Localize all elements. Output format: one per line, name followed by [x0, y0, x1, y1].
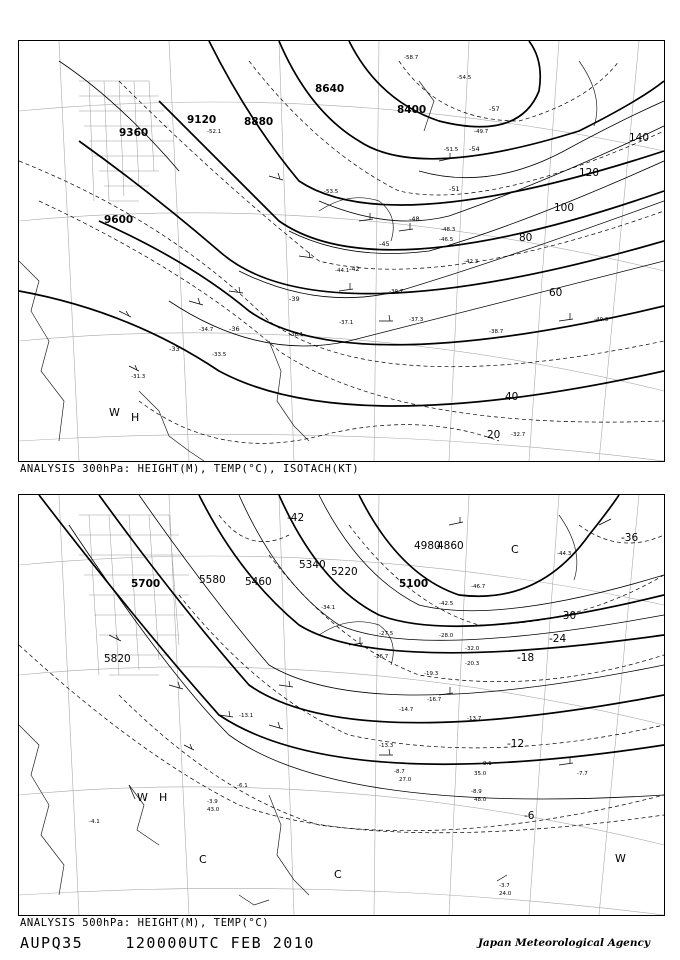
station-value: -14.7 — [399, 707, 414, 713]
hatch-area — [79, 81, 174, 201]
station-value: -13.7 — [467, 716, 482, 722]
station-value: -26.7 — [374, 654, 389, 660]
pressure-center: H — [159, 791, 168, 804]
product-code: AUPQ35 — [20, 934, 84, 952]
station-value: -38.7 — [489, 329, 504, 335]
pressure-center: C — [511, 543, 519, 556]
station-value: -36.1 — [289, 332, 304, 338]
station-value: -13.1 — [239, 713, 254, 719]
station-value: -20.3 — [465, 661, 480, 667]
station-value: -13.3 — [379, 743, 394, 749]
station-value: -51.5 — [444, 147, 459, 153]
station-value: -58.7 — [404, 55, 419, 61]
temp-label: -54 — [469, 145, 480, 153]
height-label: 9120 — [187, 114, 217, 126]
temp-label: -45 — [379, 240, 390, 248]
station-value: 48.0 — [474, 797, 487, 803]
valid-time: 120000UTC FEB 2010 — [125, 934, 315, 952]
product-header — [20, 934, 315, 952]
temp-label: -36 — [621, 532, 639, 544]
isotherms — [19, 61, 664, 443]
agency-name: Japan Meteorological Agency — [477, 937, 650, 949]
station-value: -34.7 — [199, 327, 214, 333]
temp-label: -24 — [549, 633, 567, 645]
station-value: -19.3 — [424, 671, 439, 677]
wind-barbs — [119, 153, 573, 371]
height-label: 5700 — [131, 578, 161, 590]
height-label: 8640 — [315, 83, 345, 95]
height-label: 5580 — [199, 574, 226, 586]
station-value: -34.1 — [321, 605, 336, 611]
station-value: -6.1 — [237, 783, 248, 789]
station-value: -46.7 — [471, 584, 486, 590]
map-panel-500hpa — [18, 494, 665, 916]
isotach-label: 100 — [554, 202, 575, 214]
temp-label: -6 — [524, 810, 535, 822]
isotach-label: 60 — [549, 287, 563, 299]
map-300hpa — [19, 41, 664, 461]
isotach-label: 120 — [579, 167, 600, 179]
station-value: -42.3 — [464, 259, 479, 265]
station-value: -8.7 — [394, 769, 405, 775]
hatch-area — [79, 515, 189, 675]
pressure-center: C — [199, 853, 207, 866]
wind-barbs — [109, 517, 611, 881]
station-value: -39.7 — [389, 289, 404, 295]
pressure-center: W — [137, 791, 148, 804]
station-value: -3.7 — [499, 883, 510, 889]
station-value: -8.9 — [471, 789, 482, 795]
isotach-label: 80 — [519, 232, 533, 244]
station-value: 43.0 — [207, 807, 220, 813]
station-value: -44.3 — [557, 551, 572, 557]
station-value: -48.3 — [441, 227, 456, 233]
height-label: 5340 — [299, 559, 326, 571]
pressure-center: H — [131, 411, 140, 424]
temp-label: -42 — [349, 265, 360, 273]
station-value: 27.0 — [399, 777, 412, 783]
coastline — [19, 515, 577, 905]
height-label: 5820 — [104, 653, 131, 665]
station-value: -46.5 — [439, 237, 454, 243]
station-value: -54.5 — [457, 75, 472, 81]
pressure-center: C — [334, 868, 342, 881]
isotach-label: 40 — [505, 391, 519, 403]
height-label: 5220 — [331, 566, 358, 578]
height-label: 8400 — [397, 104, 427, 116]
temp-label: -30 — [559, 610, 577, 622]
station-value: 24.0 — [499, 891, 512, 897]
station-value: 35.0 — [474, 771, 487, 777]
height-label: 4980 — [414, 540, 441, 552]
temp-label: -57 — [489, 105, 500, 113]
station-value: -28.0 — [439, 633, 454, 639]
station-value: -7.7 — [577, 771, 588, 777]
height-label: 9600 — [104, 214, 134, 226]
pressure-center: W — [615, 852, 626, 865]
temp-label: -48 — [409, 215, 420, 223]
temp-label: -36 — [229, 325, 240, 333]
station-value: -44.1 — [335, 268, 350, 274]
isotach-label: 20 — [487, 429, 501, 441]
height-label: 8880 — [244, 116, 274, 128]
isotach-label: 140 — [629, 132, 650, 144]
station-value: -33.5 — [212, 352, 227, 358]
station-value: -40.3 — [594, 317, 609, 323]
temp-label: -18 — [517, 652, 535, 664]
station-value: -32.0 — [465, 646, 480, 652]
station-value: -49.7 — [474, 129, 489, 135]
station-value: -52.1 — [207, 129, 222, 135]
station-value: -37.1 — [339, 320, 354, 326]
station-values — [89, 551, 588, 897]
station-values — [131, 55, 609, 438]
chart-caption-300hpa: ANALYSIS 300hPa: HEIGHT(M), TEMP(°C), ISOTACH(KT) — [20, 463, 360, 475]
height-label: 9360 — [119, 127, 149, 139]
station-value: -3.9 — [207, 799, 218, 805]
chart-caption-500hpa: ANALYSIS 500hPa: HEIGHT(M), TEMP(°C) — [20, 917, 270, 929]
station-value: -32.7 — [511, 432, 526, 438]
station-value: -27.5 — [379, 631, 394, 637]
station-value: -42.5 — [439, 601, 454, 607]
station-value: -16.7 — [427, 697, 442, 703]
temp-label: -51 — [449, 185, 460, 193]
temp-label: -39 — [289, 295, 300, 303]
station-value: -53.5 — [324, 189, 339, 195]
station-value: -37.3 — [409, 317, 424, 323]
map-500hpa — [19, 495, 664, 915]
graticule — [19, 495, 664, 915]
temp-label: -42 — [287, 512, 305, 524]
isotherms — [19, 515, 664, 833]
height-label: 5100 — [399, 578, 429, 590]
pressure-center: W — [109, 406, 120, 419]
temp-label: -12 — [507, 738, 525, 750]
map-panel-300hpa — [18, 40, 665, 462]
height-label: 5460 — [245, 576, 272, 588]
station-value: -4.1 — [89, 819, 100, 825]
station-value: -31.3 — [131, 374, 146, 380]
temp-label: -33 — [169, 345, 180, 353]
height-label: 4860 — [437, 540, 464, 552]
station-value: -9.1 — [481, 761, 492, 767]
graticule — [19, 41, 664, 461]
